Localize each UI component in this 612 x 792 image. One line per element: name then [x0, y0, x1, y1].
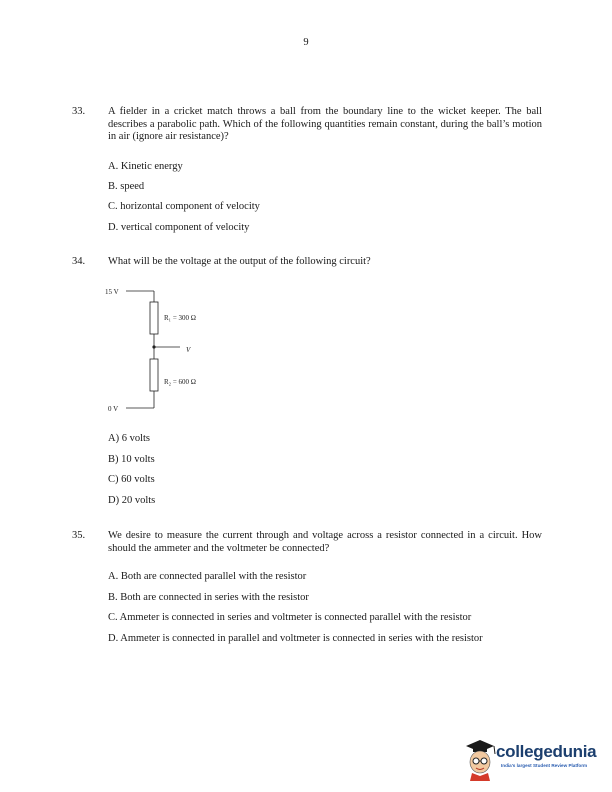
question-35-option-a: A. Both are connected parallel with the resistor	[108, 571, 307, 582]
question-35-number: 35.	[72, 530, 86, 541]
circuit-bottom-voltage-label: 0 V	[108, 405, 119, 412]
voltage-divider-circuit-diagram	[100, 282, 240, 412]
collegedunia-logo	[463, 738, 597, 782]
question-34-option-d: D) 20 volts	[108, 495, 156, 506]
output-voltage-label: V	[186, 346, 191, 354]
question-34-option-b: B) 10 volts	[108, 454, 155, 465]
question-35-option-d: D. Ammeter is connected in parallel and voltmeter is connected in series with the resistor	[108, 633, 483, 644]
question-33-option-b: B. speed	[108, 181, 145, 192]
r1-label: R₁ = 300 Ω	[164, 314, 197, 322]
question-33-number: 33.	[72, 106, 86, 117]
question-34-option-c: C) 60 volts	[108, 474, 155, 485]
question-34-text: What will be the voltage at the output of the following circuit?	[108, 256, 371, 267]
circuit-top-voltage-label: 15 V	[105, 288, 119, 296]
question-35-option-b: B. Both are connected in series with the resistor	[108, 592, 309, 603]
question-34-number: 34.	[72, 256, 86, 267]
page-number: 9	[303, 37, 309, 48]
question-34-option-a: A) 6 volts	[108, 433, 150, 444]
question-35-option-c: C. Ammeter is connected in series and voltmeter is connected parallel with the resistor	[108, 612, 472, 623]
question-35-text: We desire to measure the current through and voltage across a resistor connected in a circuit. How should the ammeter and the voltmeter be connected?	[108, 530, 542, 554]
logo-brand-name: collegedunia	[496, 742, 597, 761]
logo-tagline: India's largest Student Review Platform	[501, 763, 588, 768]
question-33-option-d: D. vertical component of velocity	[108, 222, 250, 233]
resistor-r1	[150, 302, 158, 334]
r2-label: R₂ = 600 Ω	[164, 378, 197, 386]
graduate-mascot-icon	[463, 738, 497, 782]
question-33-option-c: C. horizontal component of velocity	[108, 201, 260, 212]
question-33-text: A fielder in a cricket match throws a ball from the boundary line to the wicket keeper. The ball describes a parabolic path. Which of the following quantities remain constant, during the ball’s motion in air (ignore air resistance)?	[108, 106, 542, 143]
question-33-option-a: A. Kinetic energy	[108, 161, 183, 172]
resistor-r2	[150, 359, 158, 391]
